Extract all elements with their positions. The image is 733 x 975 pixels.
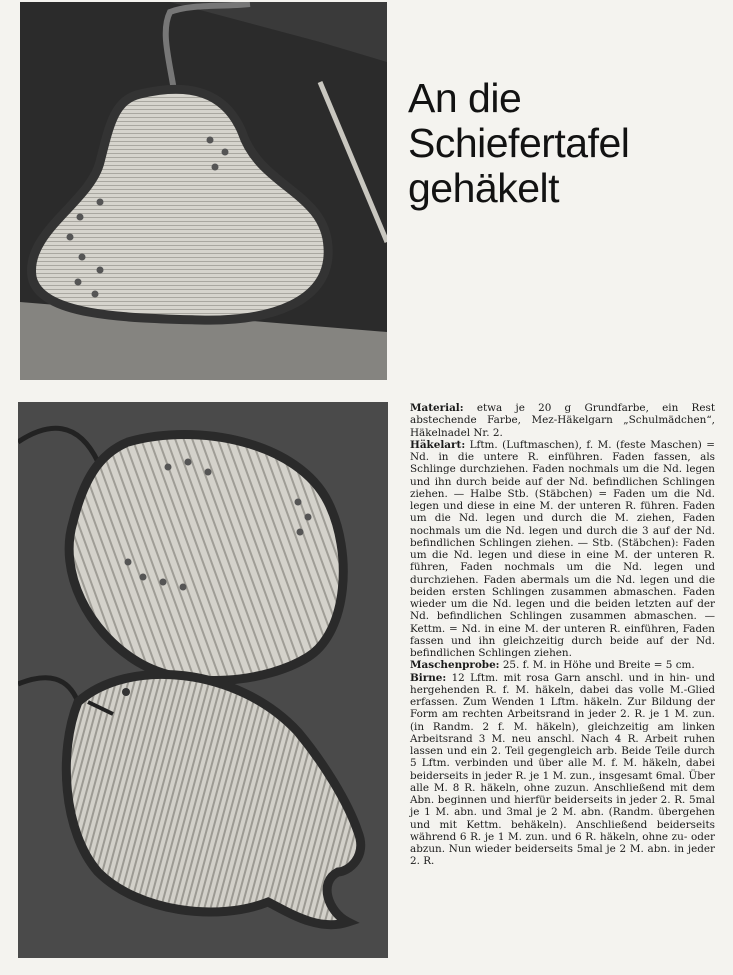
photo-pear-cloth [20,2,387,380]
photo-apple-fish-cloths [18,402,388,958]
title-line: Schiefertafel [408,120,630,166]
paragraph-lead: Maschenprobe: [410,659,500,672]
paragraph-lead: Häkelart: [410,438,466,451]
paragraph-material [410,402,715,439]
paragraph-maschenprobe [410,659,715,671]
paragraph-body: 12 Lftm. mit rosa Garn anschl. und in hin- und hergehenden R. f. M. häkeln, dabei das volle M.-Glied erfassen. Zum Wenden 1 Lftm. häkeln. Zur Bildung der Form am rechten Arbeitsrand in jeder 2. R. je 1 M. zun. (in Randm. 2 f. M. häkeln), gleichzeitig am linken Arbeitsrand 3 M. neu anschl. Nach 4 R. Arbeit ruhen lassen und ein 2. Teil gegengleich arb. Beide Teile durch 5 Lftm. verbinden und über alle M. f. M. häkeln, dabei beiderseits in jeder R. je 1 M. zun., insgesamt 6mal. Über alle M. 8 R. häkeln, ohne zuzun. Anschließend mit dem Abn. beginnen und hierfür beiderseits in jeder 2. R. 5mal je 1 M. abn. und 3mal je 2 M. abn. (Randm. übergehen und mit Kettm. behäkeln). Anschließend beiderseits während 6 R. je 1 M. zun. und 6 R. häkeln, ohne zu- oder abzun. Nun wieder beiderseits 5mal je 2 M. abn. in jeder 2. R. [410,671,715,868]
paragraph-birne [410,672,715,868]
paragraph-haekelart [410,439,715,660]
paragraph-body: 25. f. M. in Höhe und Breite = 5 cm. [499,659,695,672]
paragraph-body: etwa je 20 g Grundfarbe, ein Rest abstechende Farbe, Mez-Häkelgarn „Schulmädchen“, Häkelnadel Nr. 2. [410,402,715,439]
title-line: An die [408,75,522,121]
paragraph-lead: Material: [410,402,464,414]
paragraph-lead: Birne: [410,671,447,684]
instructions-text [410,402,715,868]
page-title [408,76,708,211]
paragraph-body: Lftm. (Luftmaschen), f. M. (feste Maschen) = Nd. in die untere R. einführen. Faden fassen, als Schlinge durchziehen. Faden nochmals um die Nd. legen und ihn durch beide auf der Nd. befindlichen Schlingen ziehen. — Halbe Stb. (Stäbchen) = Faden um die Nd. legen und diese in eine M. der unteren R. führen. Faden um die Nd. legen und durch die M. ziehen, Faden nochmals um die Nd. legen und durch die 3 auf der Nd. befindlichen Schlingen ziehen. — Stb. (Stäbchen): Faden um die Nd. legen und diese in eine M. der unteren R. führen, Faden nochmals um die Nd. legen und durchziehen. Faden abermals um die Nd. legen und die beiden ersten Schlingen zusammen abmaschen. Faden wieder um die Nd. legen und die beiden letzten auf der Nd. befindlichen Schlingen zusammen abmaschen. — Kettm. = Nd. in eine M. der unteren R. einführen, Faden fassen und ihn gleichzeitig durch beide auf der Nd. befindlichen Schlingen ziehen. [410,438,715,659]
title-line: gehäkelt [408,165,560,211]
